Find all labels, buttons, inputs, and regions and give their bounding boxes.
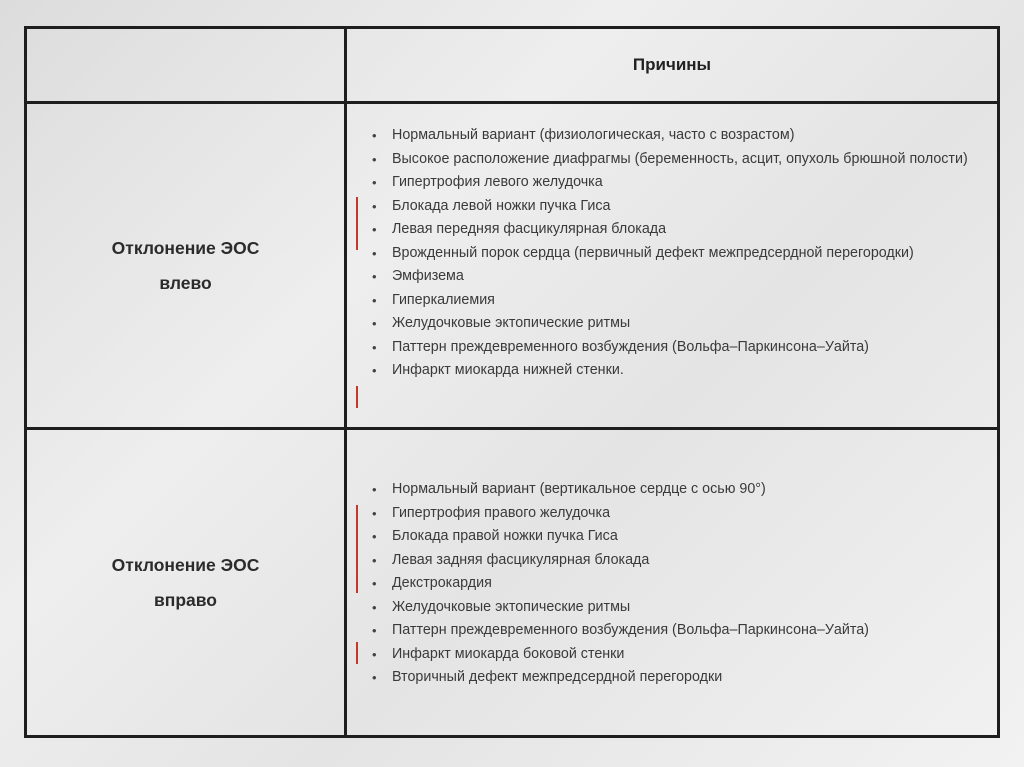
list-item: • Гипертрофия правого желудочка [368, 502, 978, 526]
list-item: • Паттерн преждевременного возбуждения (Вольфа–Паркинсона–Уайта) [368, 619, 978, 643]
row-label-right-deviation [27, 430, 344, 735]
list-item: • Врожденный порок сердца (первичный дефект межпредсердной перегородки) [368, 242, 978, 266]
annotation-mark [356, 642, 358, 664]
row-label-left-deviation [27, 104, 344, 427]
list-item: • Эмфизема [368, 265, 978, 289]
list-item: • Гиперкалиемия [368, 289, 978, 313]
list-item: • Желудочковые эктопические ритмы [368, 596, 978, 620]
list-item: • Паттерн преждевременного возбуждения (Вольфа–Паркинсона–Уайта) [368, 336, 978, 360]
header-cell-causes [347, 29, 997, 101]
header-cell-empty [27, 29, 344, 101]
causes-list-left [368, 124, 978, 383]
list-item: • Нормальный вариант (вертикальное сердце с осью 90°) [368, 478, 978, 502]
list-item: • Левая задняя фасцикулярная блокада [368, 549, 978, 573]
list-item: • Левая передняя фасцикулярная блокада [368, 218, 978, 242]
list-item: • Нормальный вариант (физиологическая, часто с возрастом) [368, 124, 978, 148]
row-label-line1: Отклонение ЭОС [111, 237, 260, 258]
row-label-line2: влево [159, 272, 212, 293]
list-item: • Инфаркт миокарда боковой стенки [368, 643, 978, 667]
list-item: • Инфаркт миокарда нижней стенки. [368, 359, 978, 383]
causes-cell-left-deviation [368, 124, 978, 414]
row-label-line2: вправо [154, 589, 217, 610]
column-divider [344, 29, 347, 735]
list-item: • Вторичный дефект межпредсердной перегородки [368, 666, 978, 690]
list-item: • Гипертрофия левого желудочка [368, 171, 978, 195]
annotation-mark [356, 505, 358, 593]
list-item: • Высокое расположение диафрагмы (беременность, асцит, опухоль брюшной полости) [368, 148, 978, 172]
annotation-mark [356, 386, 358, 408]
causes-table [24, 26, 1000, 738]
list-item: • Декстрокардия [368, 572, 978, 596]
causes-list-right [368, 478, 978, 690]
list-item: • Желудочковые эктопические ритмы [368, 312, 978, 336]
row-label-line1: Отклонение ЭОС [111, 554, 260, 575]
annotation-mark [356, 197, 358, 250]
list-item: • Блокада левой ножки пучка Гиса [368, 195, 978, 219]
causes-cell-right-deviation [368, 478, 978, 708]
list-item: • Блокада правой ножки пучка Гиса [368, 525, 978, 549]
header-title: Причины [632, 55, 712, 74]
